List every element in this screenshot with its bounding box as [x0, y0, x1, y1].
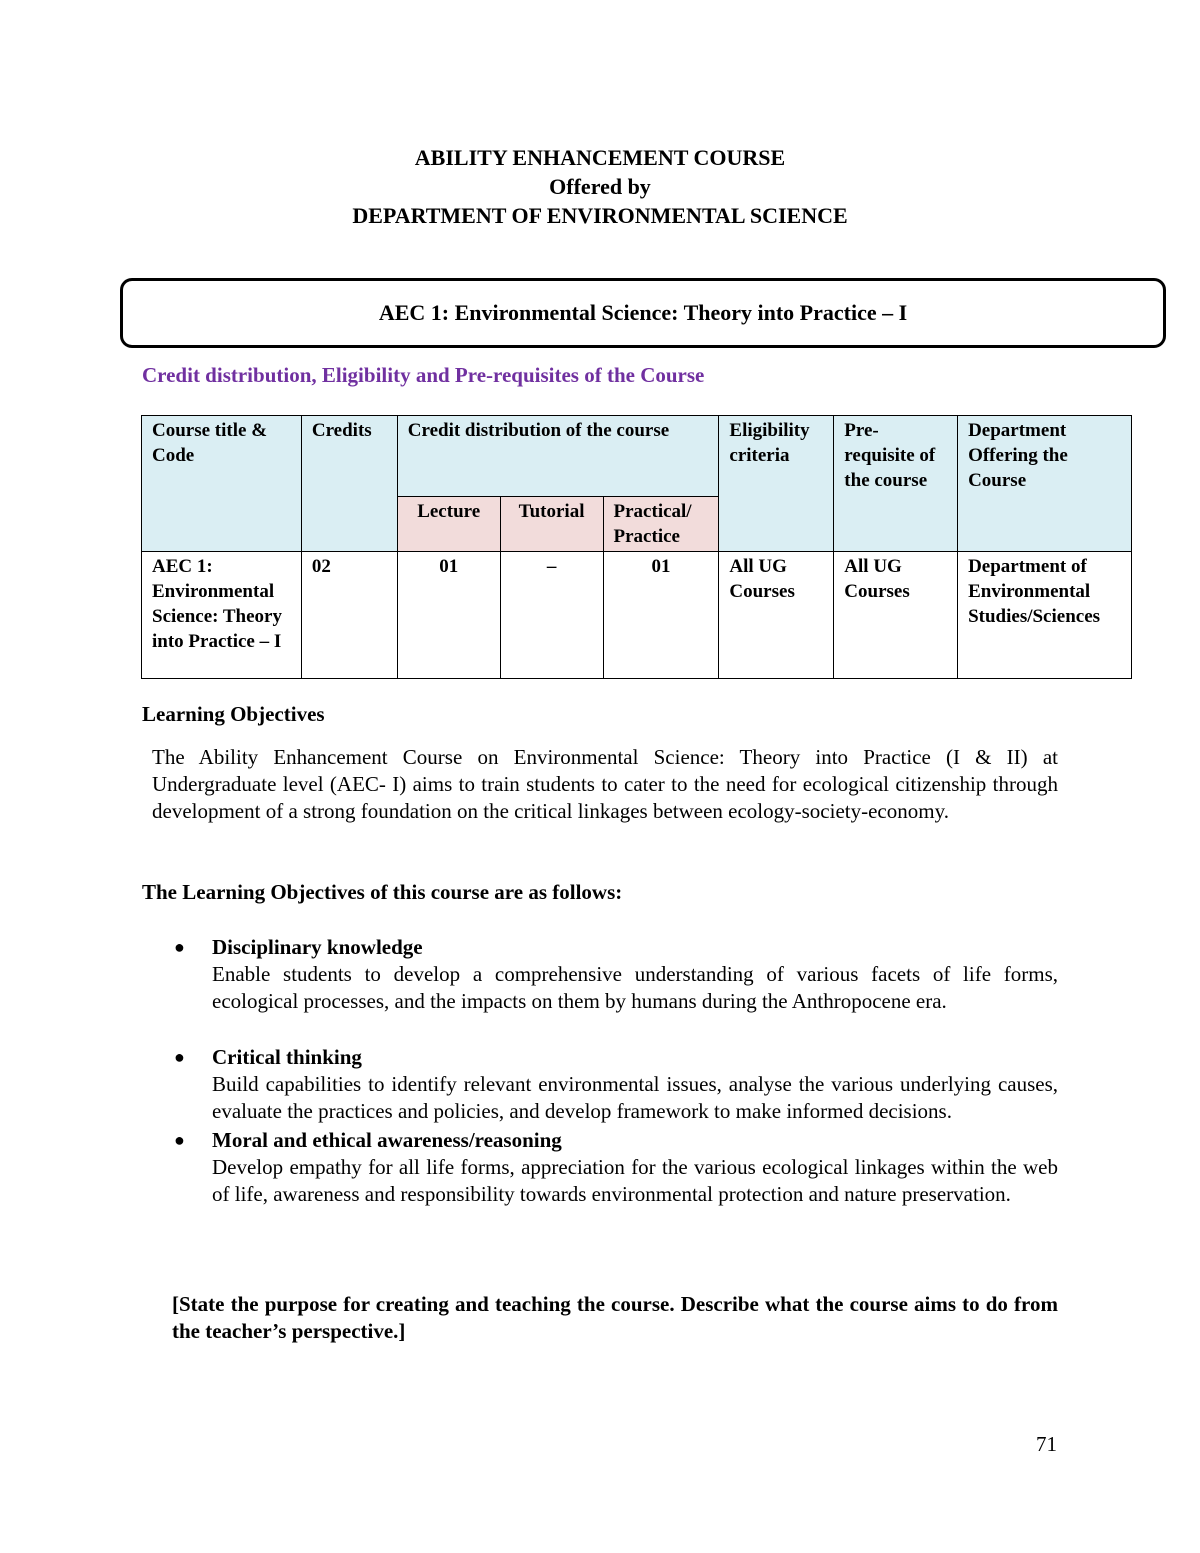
cell-course-title: AEC 1: Environmental Science: Theory into Practice – I	[142, 552, 302, 679]
learning-objectives-intro: The Ability Enhancement Course on Environmental Science: Theory into Practice (I & II) at Undergraduate level (AEC- I) aims to train students to cater to the need for ecological citizenship through development of a strong foundation on the critical linkages between ecology-society-economy.	[152, 745, 1058, 823]
table-header-row	[142, 416, 1132, 497]
learning-objectives-title: Learning Objectives	[142, 702, 325, 726]
cell-prerequisite: All UG Courses	[834, 552, 958, 679]
objective-description: Build capabilities to identify relevant environmental issues, analyse the various underlying causes, evaluate the practices and policies, and develop framework to make informed decisions.	[212, 1072, 1058, 1123]
cell-eligibility: All UG Courses	[719, 552, 834, 679]
instruction-note: [State the purpose for creating and teaching the course. Describe what the course aims to do from the teacher’s perspective.]	[172, 1292, 1058, 1343]
header-credit-distribution: Credit distribution of the course	[397, 416, 719, 497]
list-item	[152, 934, 1058, 1015]
course-title: AEC 1: Environmental Science: Theory into Practice – I	[378, 300, 908, 325]
cell-department: Department of Environmental Studies/Sciences	[958, 552, 1132, 679]
page-header	[0, 143, 1200, 230]
cell-tutorial: –	[500, 552, 603, 679]
cell-credits: 02	[301, 552, 397, 679]
table-row	[142, 552, 1132, 679]
page-number: 71	[1036, 1432, 1057, 1456]
list-item	[152, 1044, 1058, 1125]
header-lecture: Lecture	[397, 497, 500, 552]
objective-description: Develop empathy for all life forms, appreciation for the various ecological linkages within the web of life, awareness and responsibility towards environmental protection and nature preservation.	[212, 1155, 1058, 1206]
objective-title: Critical thinking	[212, 1045, 362, 1069]
header-tutorial: Tutorial	[500, 497, 603, 552]
header-title: ABILITY ENHANCEMENT COURSE	[414, 145, 786, 170]
credit-distribution-heading: Credit distribution, Eligibility and Pre-requisites of the Course	[142, 363, 705, 387]
header-department: Department Offering the Course	[958, 416, 1132, 552]
bullet-icon: ●	[174, 1047, 185, 1067]
header-offered-by: Offered by	[549, 174, 651, 199]
header-prerequisite: Pre-requisite of the course	[834, 416, 958, 552]
header-course-title: Course title & Code	[142, 416, 302, 552]
header-credits: Credits	[301, 416, 397, 552]
objectives-list	[152, 934, 1058, 1208]
bullet-icon: ●	[174, 937, 185, 957]
header-practical: Practical/ Practice	[603, 497, 719, 552]
objectives-list-heading: The Learning Objectives of this course are as follows:	[142, 880, 623, 904]
header-department: DEPARTMENT OF ENVIRONMENTAL SCIENCE	[352, 203, 848, 228]
objective-description: Enable students to develop a comprehensive understanding of various facets of life forms, ecological processes, and the impacts on them by humans during the Anthropocene era.	[212, 962, 1058, 1013]
course-title-box	[120, 278, 1166, 348]
objective-title: Moral and ethical awareness/reasoning	[212, 1128, 562, 1152]
cell-lecture: 01	[397, 552, 500, 679]
list-item	[152, 1127, 1058, 1208]
cell-practical: 01	[603, 552, 719, 679]
objective-title: Disciplinary knowledge	[212, 935, 423, 959]
credit-distribution-table	[141, 415, 1132, 679]
bullet-icon: ●	[174, 1130, 185, 1150]
header-eligibility: Eligibility criteria	[719, 416, 834, 552]
